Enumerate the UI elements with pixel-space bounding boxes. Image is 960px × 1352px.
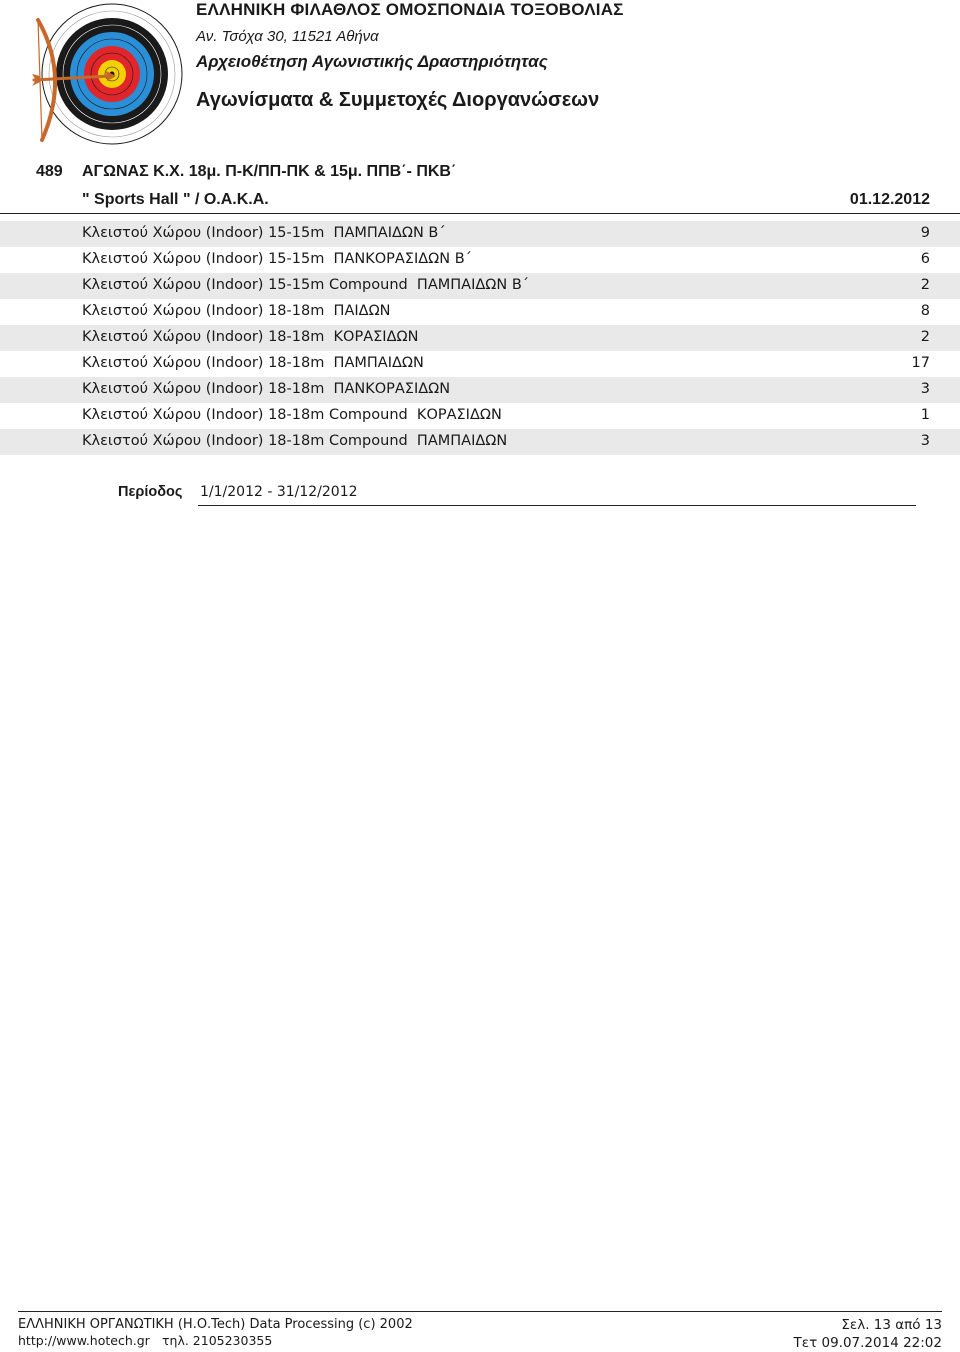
entry-count: 9 [920,225,930,241]
list-item [0,403,960,429]
period-divider [198,505,916,506]
entry-description: Κλειστού Χώρου (Indoor) 18-18m Compound ΚΟΡΑΣΙΔΩΝ [82,407,502,423]
entry-description: Κλειστού Χώρου (Indoor) 15-15m ΠΑΜΠΑΙΔΩΝ Β΄ [82,225,446,241]
list-item [0,247,960,273]
entry-count: 1 [920,407,930,423]
entry-count: 17 [911,355,930,371]
period-block [118,484,918,508]
entry-count: 8 [920,303,930,319]
list-item [0,273,960,299]
event-venue: " Sports Hall " / Ο.Α.Κ.Α. [82,191,269,208]
footer-phone: τηλ. 2105230355 [162,1333,273,1348]
report-title: Αγωνίσματα & Συμμετοχές Διοργανώσεων [196,89,600,111]
event-number: 489 [36,163,63,180]
entry-description: Κλειστού Χώρου (Indoor) 18-18m ΠΑΝΚΟΡΑΣΙΔΩΝ [82,381,451,397]
archery-target-logo [30,2,190,152]
entries-list [0,221,960,455]
footer-datetime: Τετ 09.07.2014 22:02 [793,1335,942,1351]
entry-description: Κλειστού Χώρου (Indoor) 18-18m ΠΑΙΔΩΝ [82,303,391,319]
archive-subtitle: Αρχειοθέτηση Αγωνιστικής Δραστηριότητας [196,52,548,71]
event-name: ΑΓΩΝΑΣ Κ.Χ. 18μ. Π-Κ/ΠΠ-ΠΚ & 15μ. ΠΠΒ΄- ΠΚΒ΄ [82,163,457,180]
list-item [0,351,960,377]
entry-count: 2 [920,277,930,293]
entry-count: 6 [920,251,930,267]
list-item [0,377,960,403]
entry-count: 2 [920,329,930,345]
event-date: 01.12.2012 [849,191,930,208]
entry-count: 3 [920,381,930,397]
venue-row [0,188,960,214]
entry-description: Κλειστού Χώρου (Indoor) 18-18m ΠΑΜΠΑΙΔΩΝ [82,355,424,371]
entry-description: Κλειστού Χώρου (Indoor) 15-15m ΠΑΝΚΟΡΑΣΙΔΩΝ Β΄ [82,251,472,267]
footer-url: http://www.hotech.gr [18,1333,150,1348]
list-item [0,325,960,351]
footer-divider [18,1311,942,1312]
organization-name: ΕΛΛΗΝΙΚΗ ΦΙΛΑΘΛΟΣ ΟΜΟΣΠΟΝΔΙΑ ΤΟΞΟΒΟΛΙΑΣ [196,0,624,19]
entry-description: Κλειστού Χώρου (Indoor) 18-18m Compound ΠΑΜΠΑΙΔΩΝ [82,433,508,449]
archery-target-icon [30,2,190,152]
organization-address: Αν. Τσόχα 30, 11521 Αθήνα [196,28,379,45]
entry-description: Κλειστού Χώρου (Indoor) 18-18m ΚΟΡΑΣΙΔΩΝ [82,329,419,345]
entry-description: Κλειστού Χώρου (Indoor) 15-15m Compound ΠΑΜΠΑΙΔΩΝ Β΄ [82,277,530,293]
list-item [0,429,960,455]
footer-company: ΕΛΛΗΝΙΚΗ ΟΡΓΑΝΩΤΙΚΗ (Η.Ο.Tech) Data Processing (c) 2002 [18,1317,413,1332]
list-item [0,299,960,325]
period-value: 1/1/2012 - 31/12/2012 [200,484,358,500]
entry-count: 3 [920,433,930,449]
period-label: Περίοδος [118,484,183,500]
footer-page-number: Σελ. 13 από 13 [841,1317,942,1333]
list-item [0,221,960,247]
